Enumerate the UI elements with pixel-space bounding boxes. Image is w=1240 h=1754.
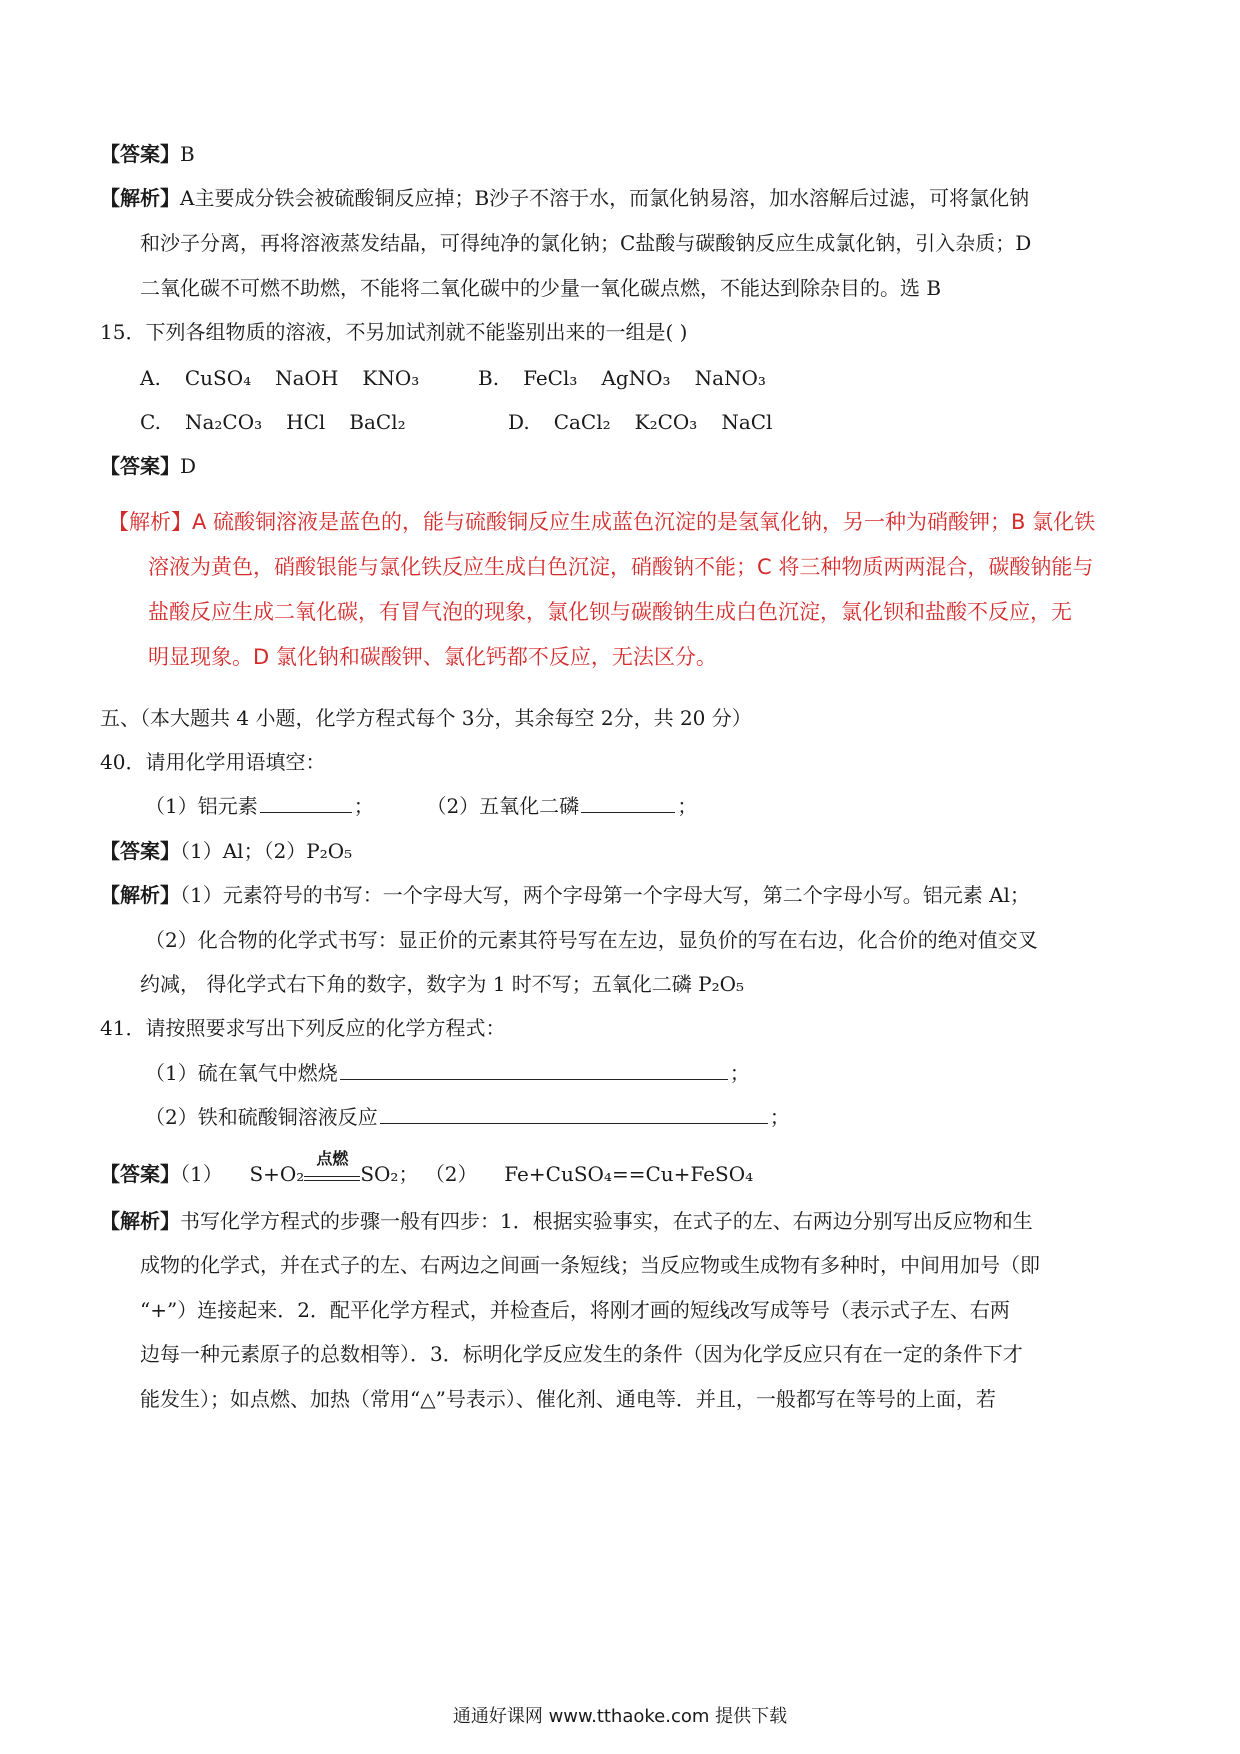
answer-tag: 【答案】 (100, 1162, 180, 1186)
answer-tag: 【答案】 (100, 142, 180, 166)
semicolon: ； (677, 794, 698, 818)
page-footer: 通通好课网 www.tthaoke.com 提供下载 (452, 1706, 788, 1727)
answer-tag: 【答案】 (100, 454, 180, 478)
reaction-condition (304, 1149, 360, 1181)
q41-analysis-line-3: “+”）连接起来．2．配平化学方程式，并检查后，将刚才画的短线改写成等号（表示式子左、右两 (140, 1298, 1010, 1322)
option-item: KNO₃ (362, 366, 420, 390)
q40-blank-1[interactable] (260, 792, 352, 813)
q40-part-2: （2）五氧化二磷 (426, 794, 580, 818)
answer-value: D (180, 454, 197, 478)
q41-analysis-line-4: 边每一种元素原子的总数相等）．3．标明化学反应发生的条件（因为化学反应只有在一定的条件下才 (140, 1342, 1023, 1366)
option-item: FeCl₃ (523, 366, 578, 390)
q41-blank-1[interactable] (340, 1059, 728, 1080)
q41-part-2: （2）铁和硫酸铜溶液反应 (145, 1105, 378, 1129)
q40-stem: 40．请用化学用语填空： (100, 750, 326, 774)
q41-analysis-line-5: 能发生）；如点燃、加热（常用“△”号表示）、催化剂、通电等．并且，一般都写在等号的上面，若 (140, 1387, 996, 1411)
q14-analysis-line-3: 二氧化碳不可燃不助燃，不能将二氧化碳中的少量一氧化碳点燃，不能达到除杂目的。选 B (140, 276, 942, 300)
q41-analysis-line-1 (100, 1207, 1033, 1235)
analysis-text: A主要成分铁会被硫酸铜反应掉；B沙子不溶于水，而氯化钠易溶，加水溶解后过滤，可将氯化钠 (180, 186, 1030, 210)
option-item: NaCl (721, 410, 773, 434)
option-item: HCl (286, 410, 326, 434)
condition-text: 点燃 (316, 1149, 349, 1168)
q41-part-1: （1）硫在氧气中燃烧 (145, 1061, 338, 1085)
analysis-tag: 【解析】 (100, 883, 180, 907)
semicolon: ； (729, 1061, 750, 1085)
q14-answer (100, 140, 195, 168)
option-label: A. (140, 366, 161, 390)
q41-blank-2[interactable] (380, 1103, 768, 1124)
option-item: NaOH (275, 366, 339, 390)
q41-part-1-line (145, 1059, 750, 1087)
answer-value: B (180, 142, 195, 166)
analysis-tag: 【解析】 (100, 1209, 180, 1233)
q40-part-1: （1）铝元素 (145, 794, 258, 818)
equation-right: SO₂； (360, 1162, 419, 1186)
equals-sign (304, 1176, 360, 1181)
equation-left: S+O₂ (249, 1162, 305, 1186)
q41-part-2-line (145, 1103, 790, 1131)
analysis-text: （1）元素符号的书写：一个字母大写，两个字母第一个字母大写，第二个字母小写。铝元素 Al； (180, 883, 1030, 907)
option-item: CuSO₄ (184, 366, 252, 390)
q40-blank-2[interactable] (581, 792, 675, 813)
q15-stem: 15．下列各组物质的溶液，不另加试剂就不能鉴别出来的一组是( ) (100, 320, 688, 344)
q41-analysis-line-2: 成物的化学式，并在式子的左、右两边之间画一条短线；当反应物或生成物有多种时，中间用加号（即 (140, 1253, 1040, 1277)
semicolon: ； (769, 1105, 790, 1129)
q15-option-c (140, 408, 430, 436)
answer-value: （1）Al；（2）P₂O₅ (180, 839, 353, 863)
option-item: K₂CO₃ (634, 410, 698, 434)
q15-analysis-line-3: 盐酸反应生成二氧化碳，有冒气泡的现象，氯化钡与碳酸钠生成白色沉淀，氯化钡和盐酸不反应，无 (148, 600, 1072, 624)
option-item: Na₂CO₃ (184, 410, 263, 434)
q41-stem: 41．请按照要求写出下列反应的化学方程式： (100, 1016, 506, 1040)
answer-tag: 【答案】 (100, 839, 180, 863)
analysis-text: 书写化学方程式的步骤一般有四步：1．根据实验事实，在式子的左、右两边分别写出反应物和生 (180, 1209, 1033, 1233)
answer-part-1-label: （1） (180, 1162, 223, 1186)
option-item: NaNO₃ (694, 366, 766, 390)
q40-answer (100, 837, 352, 865)
option-item: AgNO₃ (601, 366, 671, 390)
option-label: B. (478, 366, 500, 390)
option-label: C. (140, 410, 161, 434)
q15-option-b (478, 364, 790, 392)
q14-analysis-line-2: 和沙子分离，再将溶液蒸发结晶，可得纯净的氯化钠；C盐酸与碳酸钠反应生成氯化钠，引入杂质；D (140, 231, 1032, 255)
q15-answer (100, 452, 196, 480)
q15-option-a (140, 364, 443, 392)
q40-analysis-line-1 (100, 881, 1030, 909)
q40-analysis-line-3: 约减， 得化学式右下角的数字，数字为 1 时不写；五氧化二磷 P₂O₅ (140, 972, 745, 996)
option-item: BaCl₂ (349, 410, 406, 434)
q40-analysis-line-2: （2）化合物的化学式书写：显正价的元素其符号写在左边，显负价的写在右边，化合价的绝对值交叉 (145, 928, 1038, 952)
q15-analysis-line-2: 溶液为黄色，硝酸银能与氯化铁反应生成白色沉淀，硝酸钠不能；C 将三种物质两两混合，碳酸钠能与 (148, 555, 1094, 579)
q41-answer (100, 1149, 754, 1188)
semicolon: ； (353, 794, 374, 818)
option-label: D. (508, 410, 530, 434)
q15-analysis-line-4: 明显现象。D 氯化钠和碳酸钾、氯化钙都不反应，无法区分。 (148, 645, 717, 669)
q40-parts (145, 792, 697, 820)
q15-option-d (508, 408, 796, 436)
q14-analysis-line-1 (100, 184, 1029, 212)
answer-part-2-label: （2） (424, 1162, 478, 1186)
q15-analysis-line-1: 【解析】A 硫酸铜溶液是蓝色的，能与硫酸铜反应生成蓝色沉淀的是氢氧化钠，另一种为硝酸钾；B 氯化铁 (108, 510, 1096, 534)
section-heading: 五、（本大题共 4 小题，化学方程式每个 3分，其余每空 2分，共 20 分） (100, 706, 752, 730)
analysis-tag: 【解析】 (100, 186, 180, 210)
equation-2: Fe+CuSO₄==Cu+FeSO₄ (504, 1162, 754, 1186)
option-item: CaCl₂ (553, 410, 611, 434)
